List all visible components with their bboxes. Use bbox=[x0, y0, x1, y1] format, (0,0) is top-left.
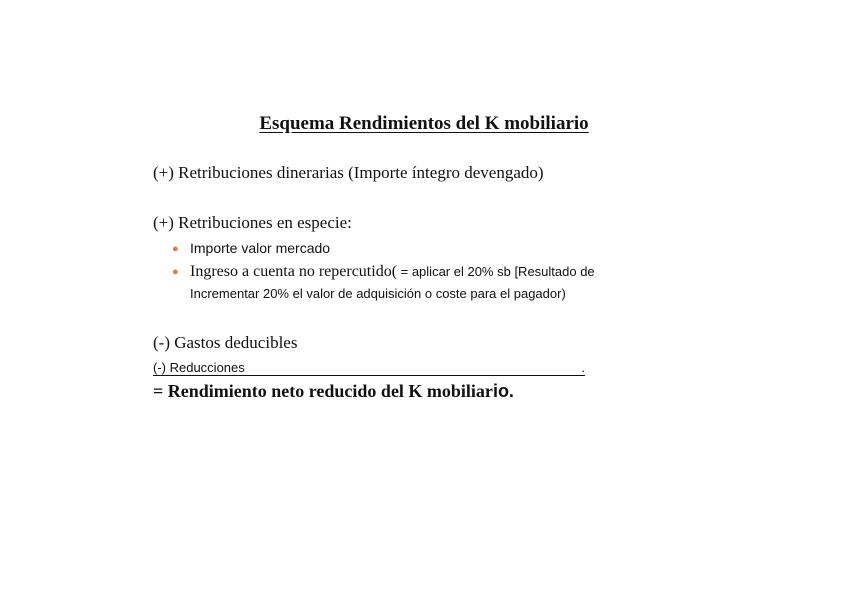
result-line bbox=[153, 381, 514, 402]
bullet-text-main: Ingreso a cuenta no repercutido( bbox=[190, 263, 398, 280]
bullet-importe-valor-mercado bbox=[172, 240, 330, 256]
bullet-ingreso-a-cuenta bbox=[172, 263, 595, 281]
bullet-text: Importe valor mercado bbox=[190, 240, 331, 256]
line-retribuciones-dinerarias: (+) Retribuciones dinerarias (Importe íntegro devengado) bbox=[153, 163, 544, 182]
reducciones-label: (-) Reducciones bbox=[153, 360, 245, 375]
bullet-text-rest: = aplicar el 20% sb [Resultado de bbox=[397, 264, 595, 279]
reducciones-end: . bbox=[581, 360, 585, 375]
bullet-dot-icon: ● bbox=[172, 243, 179, 256]
line-retribuciones-especie: (+) Retribuciones en especie: bbox=[153, 213, 352, 232]
document-title: Esquema Rendimientos del K mobiliario bbox=[259, 113, 589, 134]
bullet-continuation: Incrementar 20% el valor de adquisición o coste para el pagador) bbox=[190, 286, 566, 301]
result-main: = Rendimiento neto reducido del K mobiliar bbox=[153, 381, 493, 401]
line-gastos-deducibles: (-) Gastos deducibles bbox=[153, 333, 298, 352]
bullet-dot-icon: ● bbox=[172, 266, 179, 279]
result-tail: io. bbox=[492, 381, 514, 401]
line-reducciones bbox=[153, 360, 585, 376]
